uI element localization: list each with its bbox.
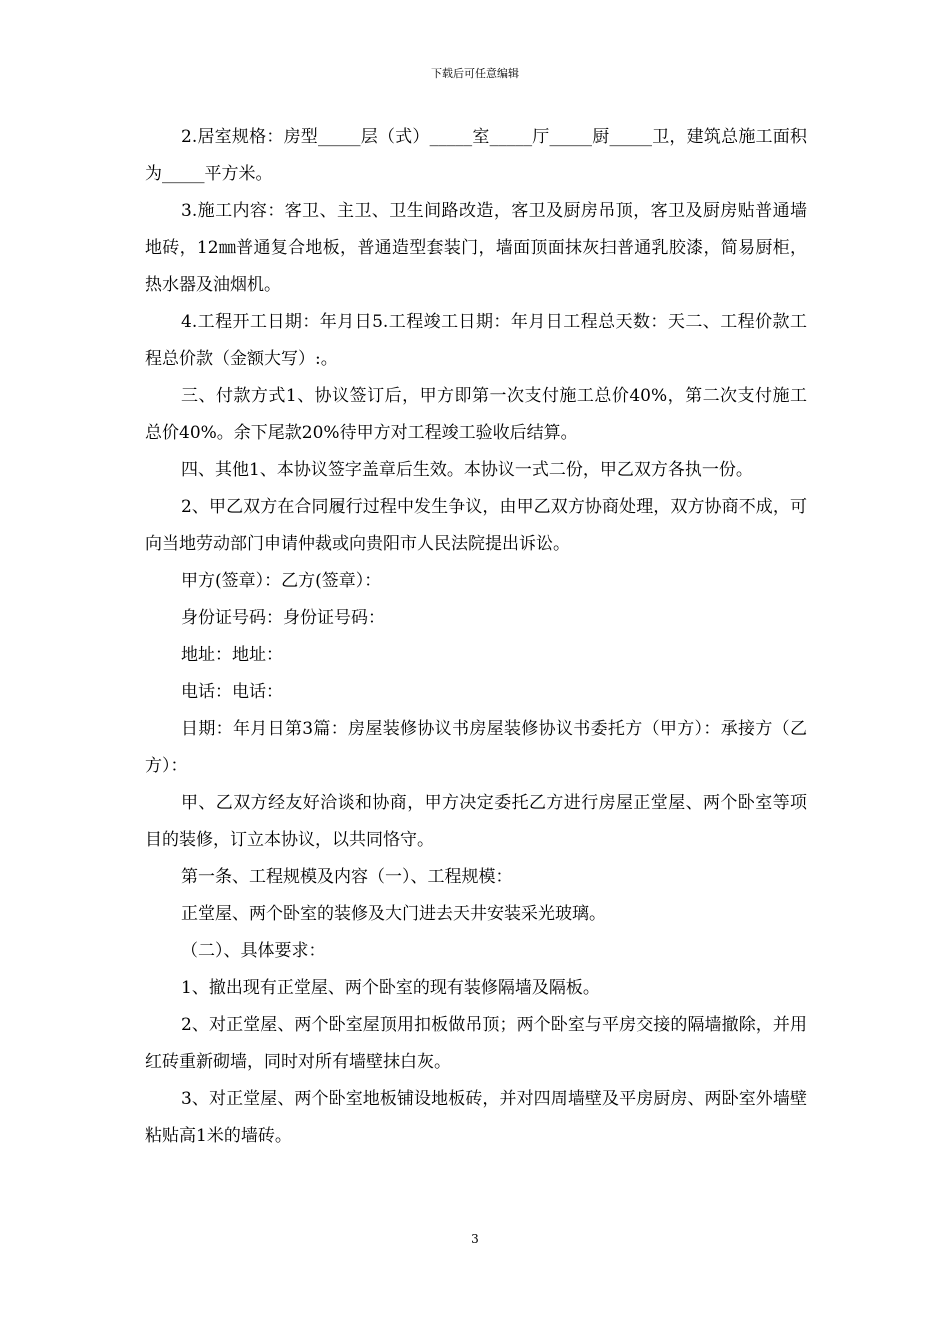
paragraph: （二）、具体要求： [181,941,326,961]
paragraph: 甲方(签章）：乙方(签章）： [181,571,382,591]
paragraph: 2、对正堂屋、两个卧室屋顶用扣板做吊顶；两个卧室与平房交接的隔墙撤除，并用红砖重新砌墙，同时对所有墙壁抹白灰。 [145,1015,807,1072]
paragraph: 4.工程开工日期：年月日5.工程竣工日期：年月日工程总天数：天二、工程价款工程总价款（金额大写）:。 [145,312,807,369]
paragraph: 1、撤出现有正堂屋、两个卧室的现有装修隔墙及隔板。 [181,978,600,998]
paragraph: 四、其他1、本协议签字盖章后生效。本协议一式二份，甲乙双方各执一份。 [181,460,753,480]
paragraph: 三、付款方式1、协议签订后，甲方即第一次支付施工总价40%，第二次支付施工总价40%。余下尾款20%待甲方对工程竣工验收后结算。 [145,386,807,443]
paragraph: 3、对正堂屋、两个卧室地板铺设地板砖，并对四周墙壁及平房厨房、两卧室外墙壁粘贴高1米的墙砖。 [145,1089,807,1146]
paragraph: 电话：电话： [181,682,283,702]
paragraph: 身份证号码：身份证号码： [181,608,385,628]
paragraph: 日期：年月日第3篇：房屋装修协议书房屋装修协议书委托方（甲方）：承接方（乙方）： [145,719,807,776]
paragraph: 甲、乙双方经友好洽谈和协商，甲方决定委托乙方进行房屋正堂屋、两个卧室等项目的装修，订立本协议，以共同恪守。 [145,793,807,850]
paragraph: 地址：地址： [181,645,283,665]
paragraph: 第一条、工程规模及内容（一）、工程规模： [181,867,513,887]
paragraph: 正堂屋、两个卧室的装修及大门进去天井安装采光玻璃。 [181,904,606,924]
document-body [145,119,807,1155]
page-header: 下载后可任意编辑 [431,67,519,80]
paragraph: 3.施工内容：客卫、主卫、卫生间路改造，客卫及厨房吊顶，客卫及厨房贴普通墙地砖，12㎜普通复合地板，普通造型套装门，墙面顶面抹灰扫普通乳胶漆，简易厨柜，热水器及油烟机。 [145,201,807,295]
paragraph: 2.居室规格：房型_____层（式）_____室_____厅_____厨_____卫，建筑总施工面积为_____平方米。 [145,127,807,184]
paragraph: 2、甲乙双方在合同履行过程中发生争议，由甲乙双方协商处理，双方协商不成，可向当地劳动部门申请仲裁或向贵阳市人民法院提出诉讼。 [145,497,807,554]
page-number: 3 [471,1232,479,1246]
